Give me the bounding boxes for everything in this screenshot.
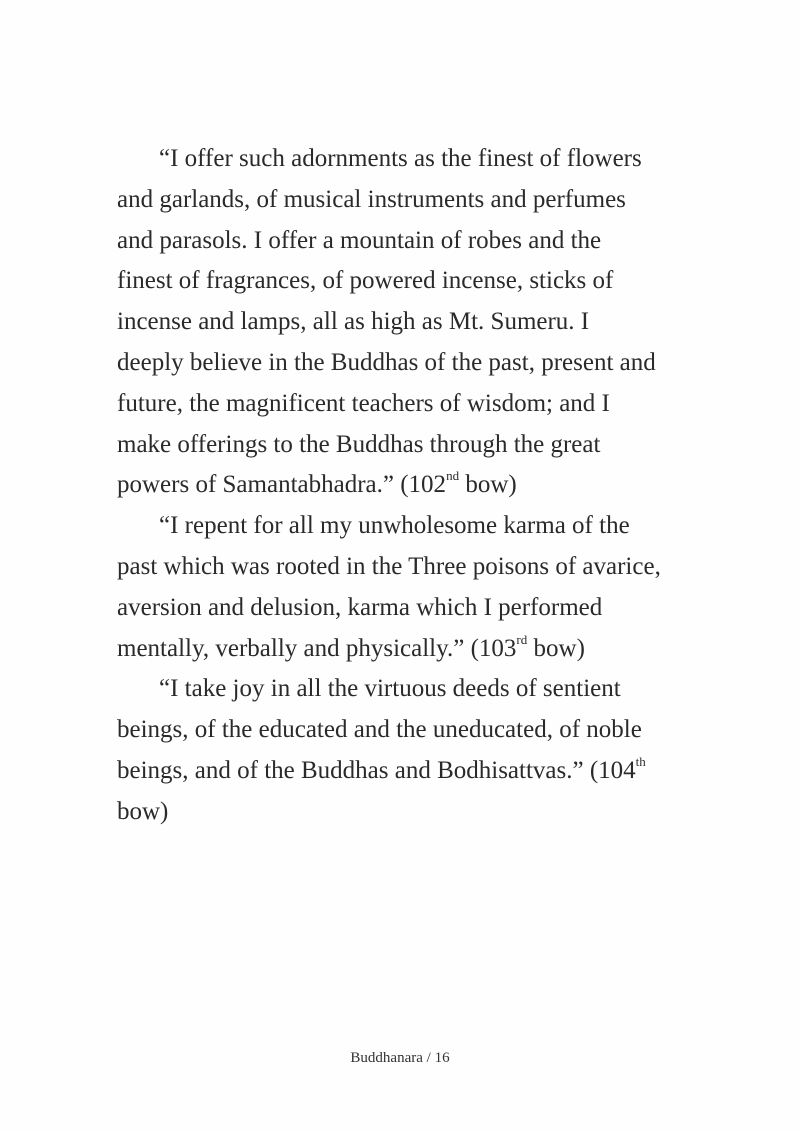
paragraph-3-last-line bbox=[117, 751, 677, 792]
paragraph-3-extra-line: bow) bbox=[117, 797, 169, 825]
paragraph-1-line-7: future, the magnificent teachers of wisdom; and I bbox=[117, 389, 610, 417]
paragraph-1-line-2: and garlands, of musical instruments and perfumes bbox=[117, 185, 626, 213]
ordinal-suffix: nd bbox=[446, 468, 460, 484]
paragraph-1-last-line-end: bow) bbox=[459, 471, 517, 499]
paragraph-2-line-3: aversion and delusion, karma which I performed bbox=[117, 593, 603, 621]
paragraph-1-line-3: and parasols. I offer a mountain of robes and the bbox=[117, 226, 602, 254]
paragraph-1-line-4: finest of fragrances, of powered incense, sticks of bbox=[117, 267, 614, 295]
paragraph-2-last-line-text: mentally, verbally and physically.” (103 bbox=[117, 634, 517, 662]
paragraph-1-line-6: deeply believe in the Buddhas of the past, present and bbox=[117, 348, 656, 376]
paragraph-2-last-line bbox=[117, 629, 677, 670]
paragraph-2-last-line-end: bow) bbox=[527, 634, 585, 662]
ordinal-suffix: th bbox=[635, 753, 646, 769]
paragraph-3-line-1: “I take joy in all the virtuous deeds of sentient bbox=[159, 675, 621, 703]
body-text bbox=[117, 139, 677, 833]
paragraph-3-last-line-text: beings, and of the Buddhas and Bodhisattvas.” (104 bbox=[117, 756, 636, 784]
paragraph-1-last-line bbox=[117, 465, 677, 506]
paragraph-1-last-line-text: powers of Samantabhadra.” (102 bbox=[117, 471, 447, 499]
paragraph-2-line-2: past which was rooted in the Three poisons of avarice, bbox=[117, 552, 661, 580]
ordinal-suffix: rd bbox=[516, 631, 528, 647]
paragraph-1-line-5: incense and lamps, all as high as Mt. Sumeru. I bbox=[117, 308, 590, 336]
paragraph-1-line-8: make offerings to the Buddhas through the great bbox=[117, 430, 601, 458]
paragraph-2-line-1: “I repent for all my unwholesome karma of the bbox=[159, 512, 630, 540]
page-footer: Buddhanara / 16 bbox=[350, 1050, 450, 1066]
paragraph-1-line-1: “I offer such adornments as the finest of flowers bbox=[159, 145, 642, 172]
paragraph-3-line-2: beings, of the educated and the uneducated, of noble bbox=[117, 716, 642, 744]
